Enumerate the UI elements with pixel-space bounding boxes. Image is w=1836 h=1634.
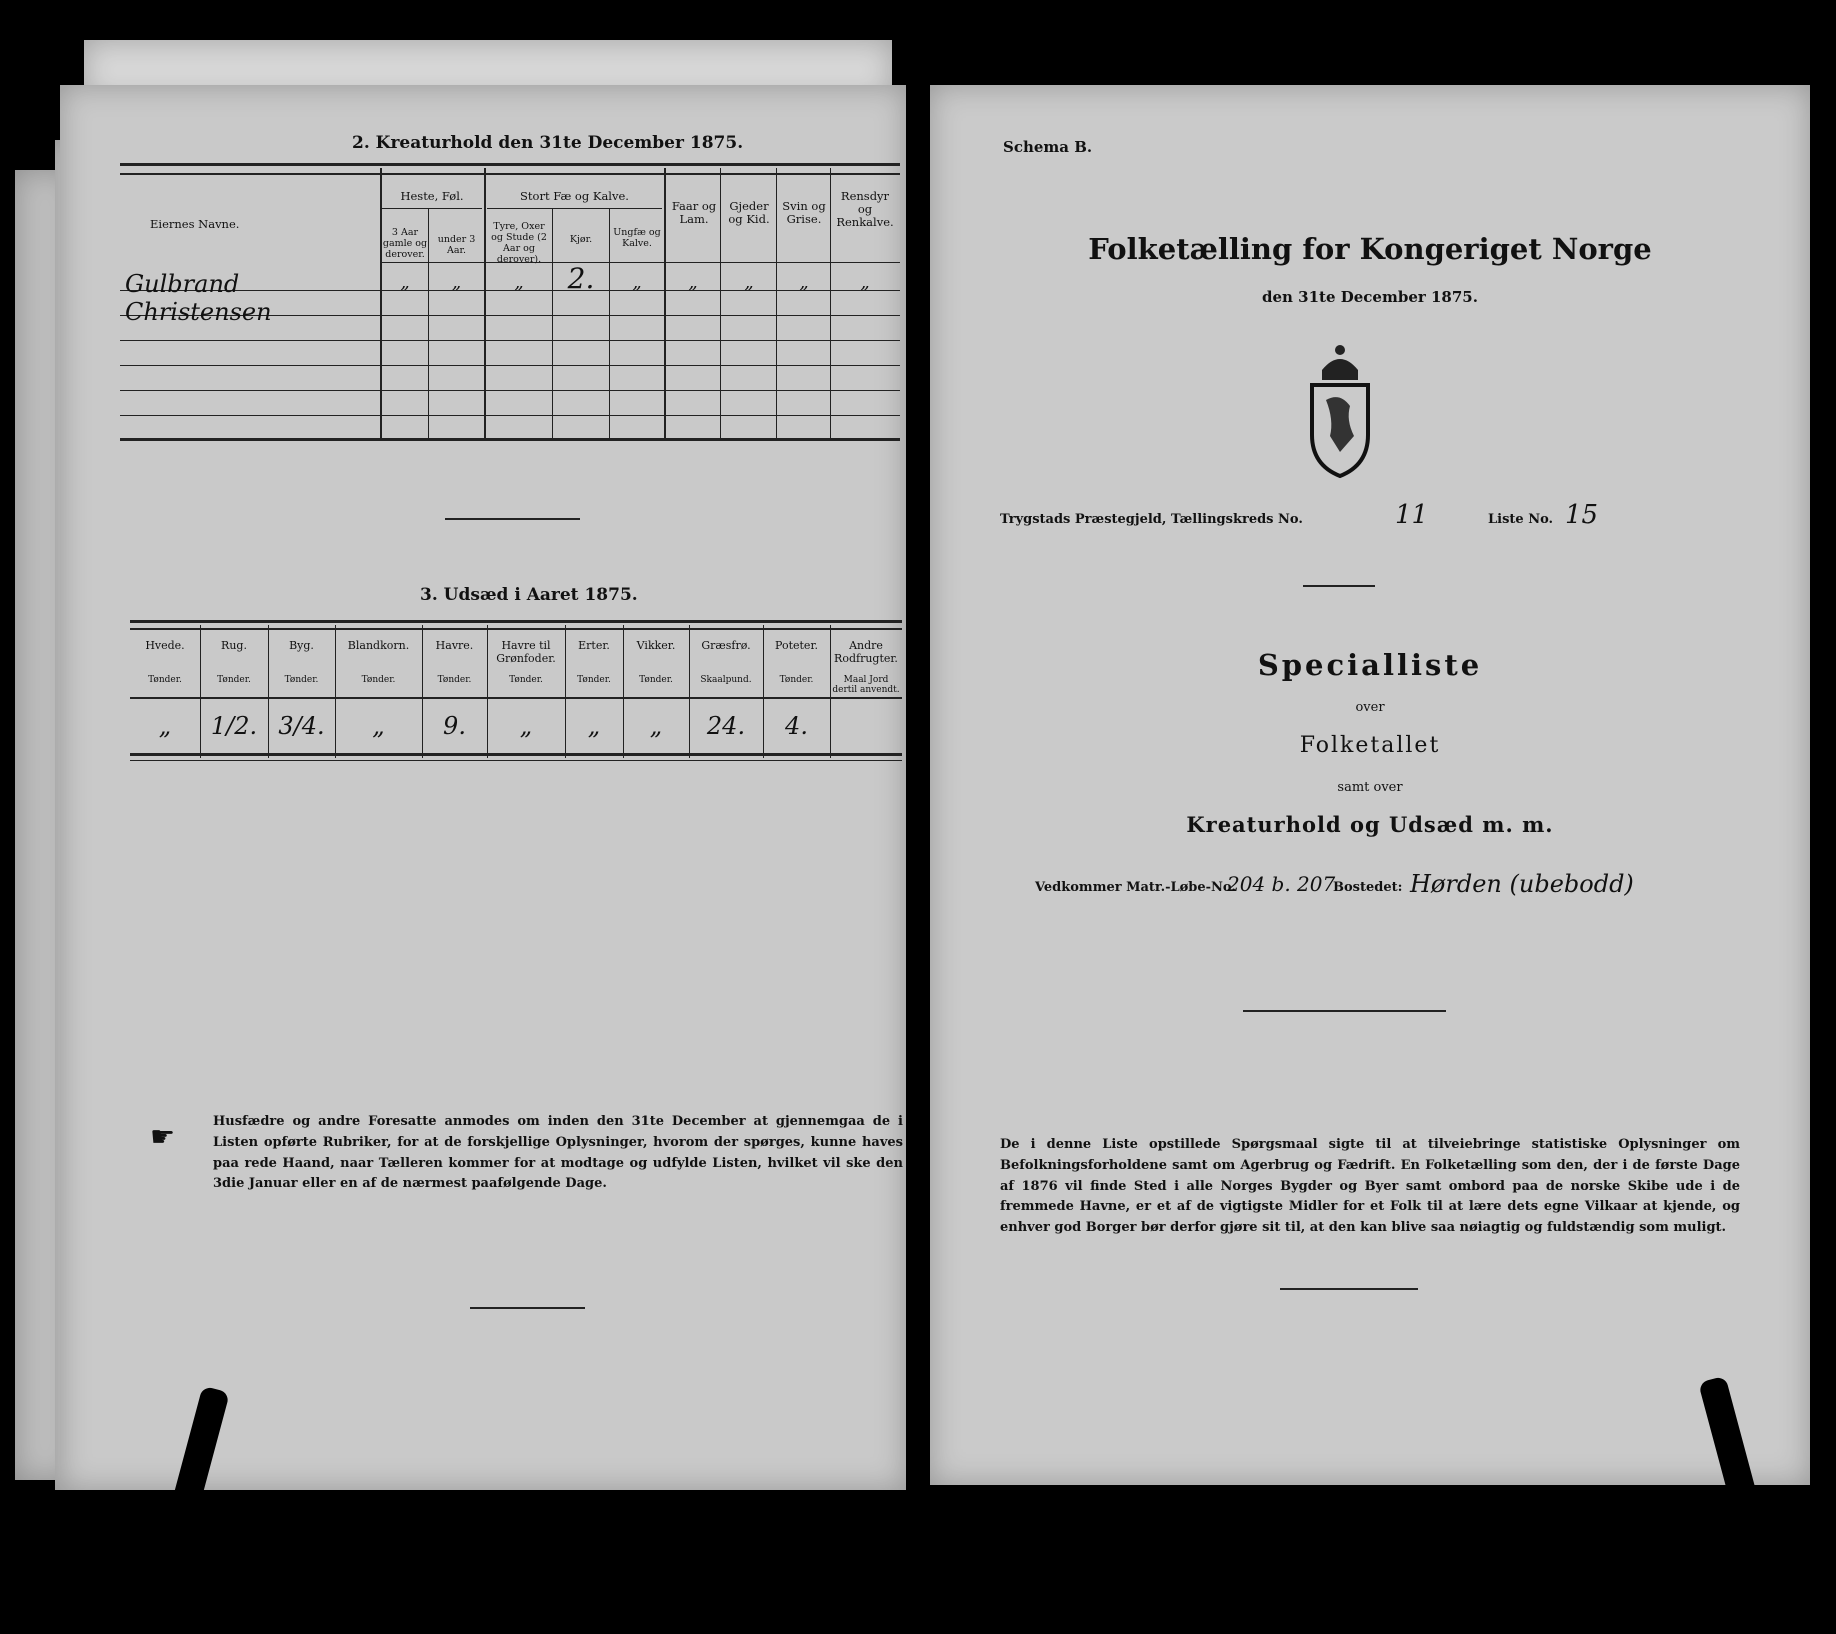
udsaed-value: 1/2. (210, 712, 258, 740)
table-rule (120, 390, 900, 391)
divider (1280, 1288, 1418, 1290)
table-col (776, 168, 777, 440)
table-rule (120, 340, 900, 341)
col-heste-under-header: under 3 Aar. (437, 234, 476, 256)
udsaed-header: Hvede. (145, 639, 185, 652)
table-rule (130, 697, 902, 699)
table-col (763, 625, 764, 758)
col-rensdyr-header: Rensdyr og Renkalve. (836, 189, 894, 230)
owner-name: Gulbrand Christensen (125, 270, 272, 326)
table-col (268, 625, 269, 758)
udsaed-unit: Tønder. (509, 675, 543, 685)
section2-title: 2. Kreaturhold den 31te December 1875. (352, 133, 744, 153)
udsaed-unit: Tønder. (437, 675, 472, 685)
col-svin-header: Svin og Grise. (782, 199, 826, 227)
col-tyre-header: Tyre, Oxer og Stude (2 Aar og derover). (491, 221, 547, 265)
udsaed-header: Græsfrø. (701, 639, 751, 652)
col-owner-header: Eiernes Navne. (150, 217, 240, 231)
udsaed-header: Rug. (221, 639, 247, 652)
udsaed-unit: Tønder. (148, 675, 182, 685)
table-rule (120, 438, 900, 441)
matr-value: 204 b. 207 (1227, 872, 1336, 896)
main-title: Folketælling for Kongeriget Norge (1088, 232, 1652, 266)
udsaed-value: „ (519, 712, 533, 740)
udsaed-unit: Tønder. (284, 675, 319, 685)
table-rule (130, 753, 902, 756)
udsaed-header: Havre til Grønfoder. (496, 639, 556, 665)
table-rule (120, 163, 900, 166)
divider (445, 518, 580, 520)
table-rule (130, 760, 902, 761)
table-col (484, 168, 486, 440)
liste-number: 15 (1565, 500, 1599, 530)
table-col (720, 168, 721, 440)
value-heste-gamle: „ (400, 272, 410, 293)
value-svin: „ (799, 272, 809, 293)
udsaed-header: Blandkorn. (347, 639, 410, 652)
table-col (565, 625, 566, 758)
col-faar-header: Faar og Lam. (671, 199, 717, 227)
col-gjeder-header: Gjeder og Kid. (728, 199, 770, 227)
table-col (200, 625, 201, 758)
udsaed-header: Andre Rodfrugter. (834, 639, 898, 665)
udsaed-header: Byg. (289, 639, 314, 652)
specialliste-title: Specialliste (1257, 648, 1483, 682)
prestegjeld-label: Trygstads Præstegjeld, Tællingskreds No. (1000, 512, 1303, 527)
udsaed-value: 4. (785, 712, 808, 740)
folketallet-title: Folketallet (1299, 733, 1441, 758)
footer-note: De i denne Liste opstillede Spørgsmaal sigte til at tilveiebringe statistiske Oplysninger om Befolkningsforholdene samt om Agerbrug og Fædrift. En Folketælling som den, der i de første Dage af 1876 vil finde Sted i alle Norges Bygder og Byer samt ombord paa de norske Skibe ude i de fremmede Havne, er et af de vigtigste Midler for et Folk til at lære dets egne Vilkaar at kjende, og enhver god Borger bør derfor gjøre sit til, at den kan blive saa nøiagtig og fuldstændig som muligt. (1000, 1137, 1740, 1236)
table-col (830, 625, 831, 758)
col-kjor-header: Kjør. (569, 234, 593, 245)
udsaed-value: „ (649, 712, 663, 740)
table-rule (487, 208, 662, 209)
schema-label: Schema B. (1003, 138, 1093, 156)
col-heste-gamle-header: 3 Aar gamle og derover. (382, 227, 428, 260)
group-stort-header: Stort Fæ og Kalve. (520, 189, 629, 203)
table-col (487, 625, 488, 758)
date-line: den 31te December 1875. (1262, 288, 1478, 306)
udsaed-value: „ (158, 712, 172, 740)
value-gjeder: „ (744, 272, 754, 293)
table-rule (120, 415, 900, 416)
udsaed-value: 3/4. (278, 712, 325, 740)
value-tyre: „ (514, 272, 524, 293)
table-rule (120, 173, 900, 175)
section3-title: 3. Udsæd i Aaret 1875. (420, 585, 638, 605)
liste-label: Liste No. (1488, 512, 1554, 527)
udsaed-header: Erter. (578, 639, 610, 652)
pointing-hand-icon: ☛ (150, 1120, 176, 1153)
udsaed-unit: Maal Jord dertil anvendt. (832, 675, 900, 696)
divider (1303, 585, 1375, 587)
value-ungfae: „ (632, 272, 642, 293)
table-rule (130, 620, 902, 623)
instruction-note: Husfædre og andre Foresatte anmodes om inden den 31te December at gjennemgaa de i Listen opførte Rubriker, for at de forskjellige Oplysninger, hvorom der spørges, kunne haves paa rede Haand, naar Tælleren kommer for at modtage og udfylde Listen, hvilket vil ske den 3die Januar eller en af de nærmest paafølgende Dage. (213, 1114, 903, 1192)
matr-label: Vedkommer Matr.-Løbe-No. (1035, 880, 1236, 895)
udsaed-unit: Tønder. (779, 675, 814, 685)
over-text: over (1355, 700, 1385, 715)
table-col (335, 625, 336, 758)
table-rule (130, 628, 902, 630)
udsaed-unit: Tønder. (577, 675, 611, 685)
col-ungfae-header: Ungfæ og Kalve. (613, 227, 661, 249)
kreds-number: 11 (1395, 500, 1429, 530)
divider (470, 1307, 585, 1309)
table-col (422, 625, 423, 758)
udsaed-value: „ (372, 712, 385, 740)
value-rensdyr: „ (860, 272, 870, 293)
udsaed-unit: Tønder. (361, 675, 396, 685)
udsaed-unit: Tønder. (217, 675, 251, 685)
bostedet-value: Hørden (ubebodd) (1410, 870, 1634, 898)
table-col (830, 168, 831, 440)
udsaed-unit: Tønder. (639, 675, 673, 685)
udsaed-value: 9. (443, 712, 466, 740)
divider (1243, 1010, 1446, 1012)
table-rule (382, 262, 900, 263)
group-heste-header: Heste, Føl. (400, 189, 464, 203)
kreaturhold-title: Kreaturhold og Udsæd m. m. (1186, 812, 1554, 837)
coat-of-arms-icon (1300, 340, 1380, 480)
table-col (664, 168, 666, 440)
udsaed-header: Poteter. (775, 639, 818, 652)
value-kjor: 2. (567, 262, 595, 295)
value-faar: „ (688, 272, 698, 293)
bostedet-label: Bostedet: (1333, 880, 1403, 895)
table-col (689, 625, 690, 758)
samt-over-text: samt over (1337, 780, 1403, 795)
table-col (623, 625, 624, 758)
udsaed-value: „ (587, 712, 601, 740)
table-col (380, 168, 382, 440)
udsaed-header: Vikker. (636, 639, 676, 652)
udsaed-value: 24. (706, 712, 746, 740)
value-heste-under: „ (451, 272, 462, 293)
udsaed-unit: Skaalpund. (700, 675, 752, 685)
table-rule (120, 365, 900, 366)
udsaed-header: Havre. (435, 639, 474, 652)
table-rule (382, 208, 482, 209)
